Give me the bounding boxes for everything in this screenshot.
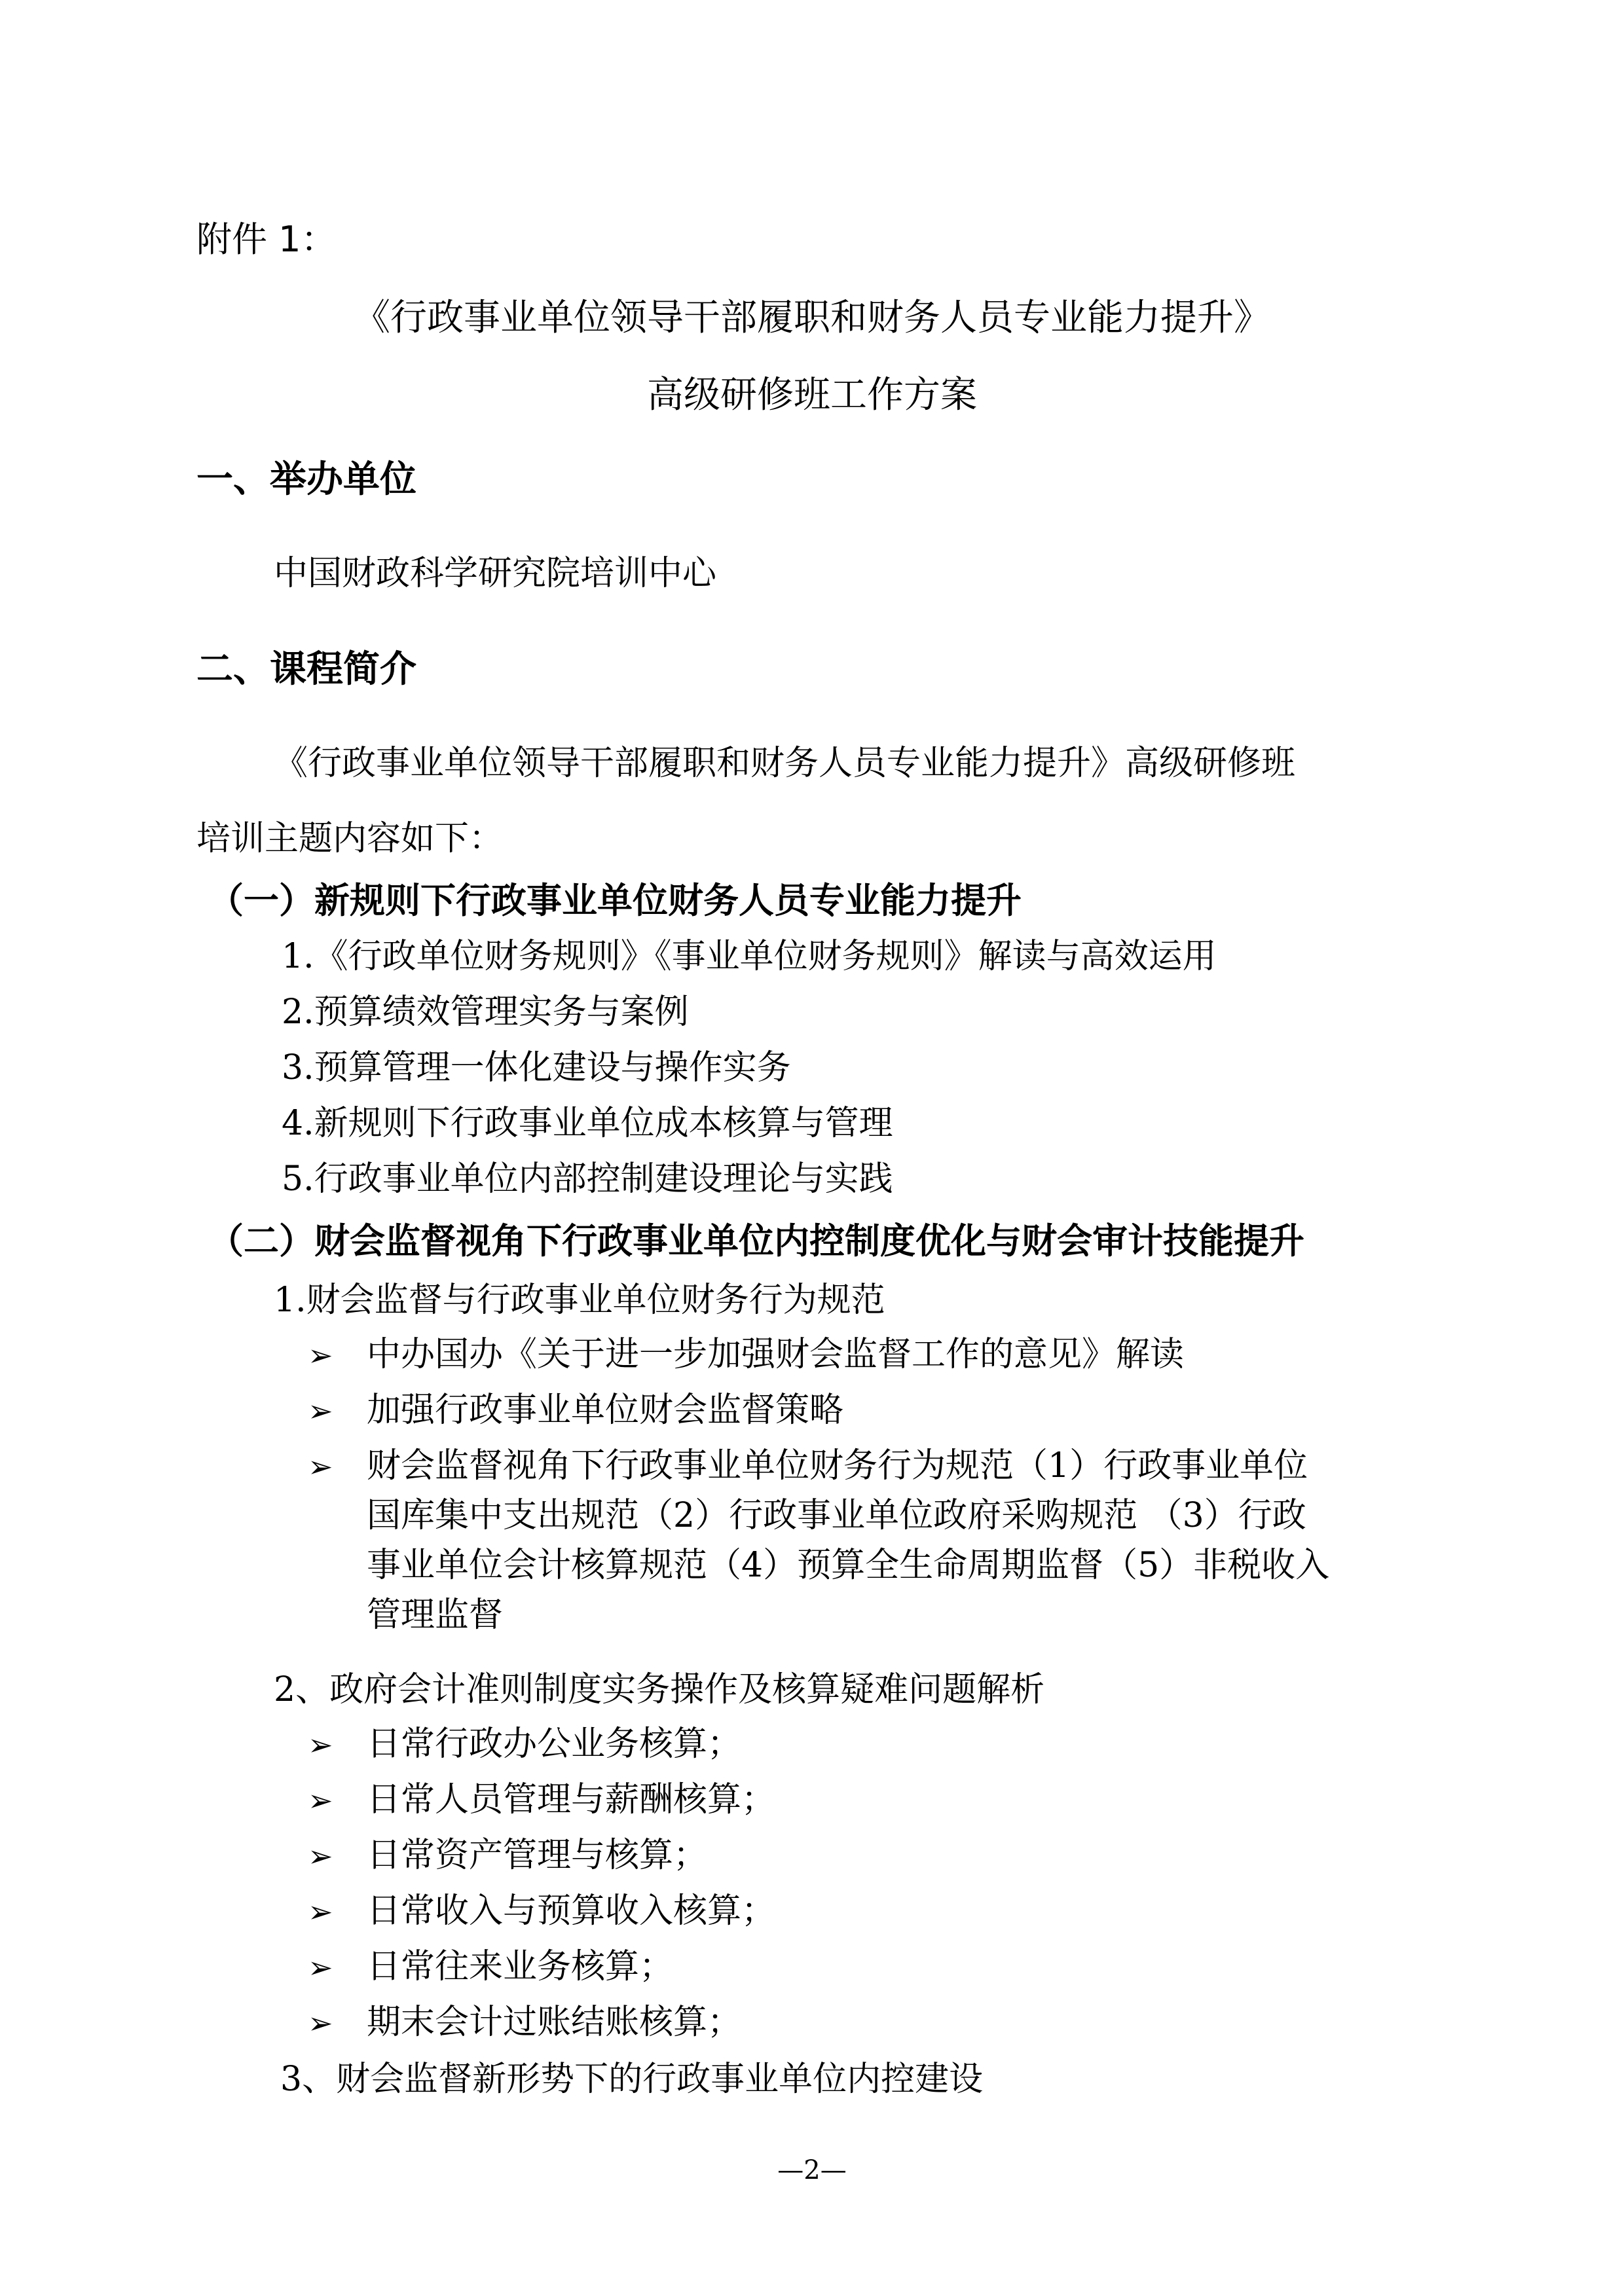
part1-item-4: 4.新规则下行政事业单位成本核算与管理 xyxy=(282,1104,893,1143)
bullet-text-line: 国库集中支出规范（2）行政事业单位政府采购规范 （3）行政 xyxy=(367,1496,1306,1535)
part2-sub2-bullet-5 xyxy=(308,1943,673,1991)
bullet-text: 日常资产管理与核算； xyxy=(367,1836,708,1875)
part2-sub2-bullet-4 xyxy=(308,1887,775,1935)
bullet-text-line: 事业单位会计核算规范（4）预算全生命周期监督（5）非税收入 xyxy=(367,1546,1330,1585)
part2-sub2-bullet-1 xyxy=(308,1721,741,1768)
part2-sub1-bullet-3-text xyxy=(367,1441,1447,1640)
part2-sub1-bullet-2 xyxy=(308,1387,843,1434)
bullet-text: 日常往来业务核算； xyxy=(367,1947,674,1986)
bullet-text-line: 管理监督 xyxy=(367,1595,504,1635)
part1-item-1: 1.《行政单位财务规则》《事业单位财务规则》解读与高效运用 xyxy=(282,937,1217,976)
part2-sub2-bullet-2 xyxy=(308,1776,775,1824)
arrow-bullet-icon: ➢ xyxy=(308,1727,333,1762)
arrow-bullet-icon: ➢ xyxy=(308,1838,333,1874)
organizer-name: 中国财政科学研究院培训中心 xyxy=(274,554,717,593)
bullet-text: 日常行政办公业务核算； xyxy=(367,1724,742,1764)
arrow-bullet-icon: ➢ xyxy=(308,1338,333,1373)
part1-item-5: 5.行政事业单位内部控制建设理论与实践 xyxy=(282,1159,893,1199)
part2-sub1-bullet-3 xyxy=(308,1442,367,1490)
attachment-label: 附件 1： xyxy=(196,219,337,260)
part2-sub2-bullet-3 xyxy=(308,1832,707,1880)
bullet-text-line: 财会监督视角下行政事业单位财务行为规范（1）行政事业单位 xyxy=(367,1446,1308,1485)
course-intro-line-1: 《行政事业单位领导干部履职和财务人员专业能力提升》高级研修班 xyxy=(274,744,1296,783)
arrow-bullet-icon: ➢ xyxy=(308,1894,333,1929)
arrow-bullet-icon: ➢ xyxy=(308,1449,333,1484)
bullet-text: 中办国办《关于进一步加强财会监督工作的意见》解读 xyxy=(367,1335,1185,1374)
arrow-bullet-icon: ➢ xyxy=(308,1950,333,1985)
bullet-text: 期末会计过账结账核算； xyxy=(367,2003,742,2042)
document-title-line-1: 《行政事业单位领导干部履职和财务人员专业能力提升》 xyxy=(354,297,1270,339)
part2-sub1-bullet-1 xyxy=(308,1331,1184,1379)
part2-heading: （二）财会监督视角下行政事业单位内控制度优化与财会审计技能提升 xyxy=(208,1220,1304,1262)
arrow-bullet-icon: ➢ xyxy=(308,1783,333,1818)
part2-sub1-title: 1.财会监督与行政事业单位财务行为规范 xyxy=(274,1281,885,1320)
part1-item-3: 3.预算管理一体化建设与操作实务 xyxy=(282,1048,791,1087)
document-title-line-2: 高级研修班工作方案 xyxy=(647,374,977,416)
bullet-text: 日常人员管理与薪酬核算； xyxy=(367,1780,776,1819)
part1-item-2: 2.预算绩效管理实务与案例 xyxy=(282,993,689,1032)
course-intro-line-2: 培训主题内容如下： xyxy=(196,819,504,858)
part1-heading: （一）新规则下行政事业单位财务人员专业能力提升 xyxy=(208,880,1022,921)
part2-sub2-bullet-6 xyxy=(308,1999,741,2047)
section-heading-course-intro: 二、课程简介 xyxy=(196,648,416,691)
arrow-bullet-icon: ➢ xyxy=(308,2005,333,2041)
section-heading-organizer: 一、举办单位 xyxy=(196,458,416,501)
page-number: —2— xyxy=(777,2155,847,2185)
bullet-text: 加强行政事业单位财会监督策略 xyxy=(367,1391,844,1430)
part2-sub2-title: 2、政府会计准则制度实务操作及核算疑难问题解析 xyxy=(274,1670,1045,1709)
bullet-text: 日常收入与预算收入核算； xyxy=(367,1891,776,1931)
part2-sub3-title: 3、财会监督新形势下的行政事业单位内控建设 xyxy=(280,2060,984,2099)
arrow-bullet-icon: ➢ xyxy=(308,1393,333,1429)
